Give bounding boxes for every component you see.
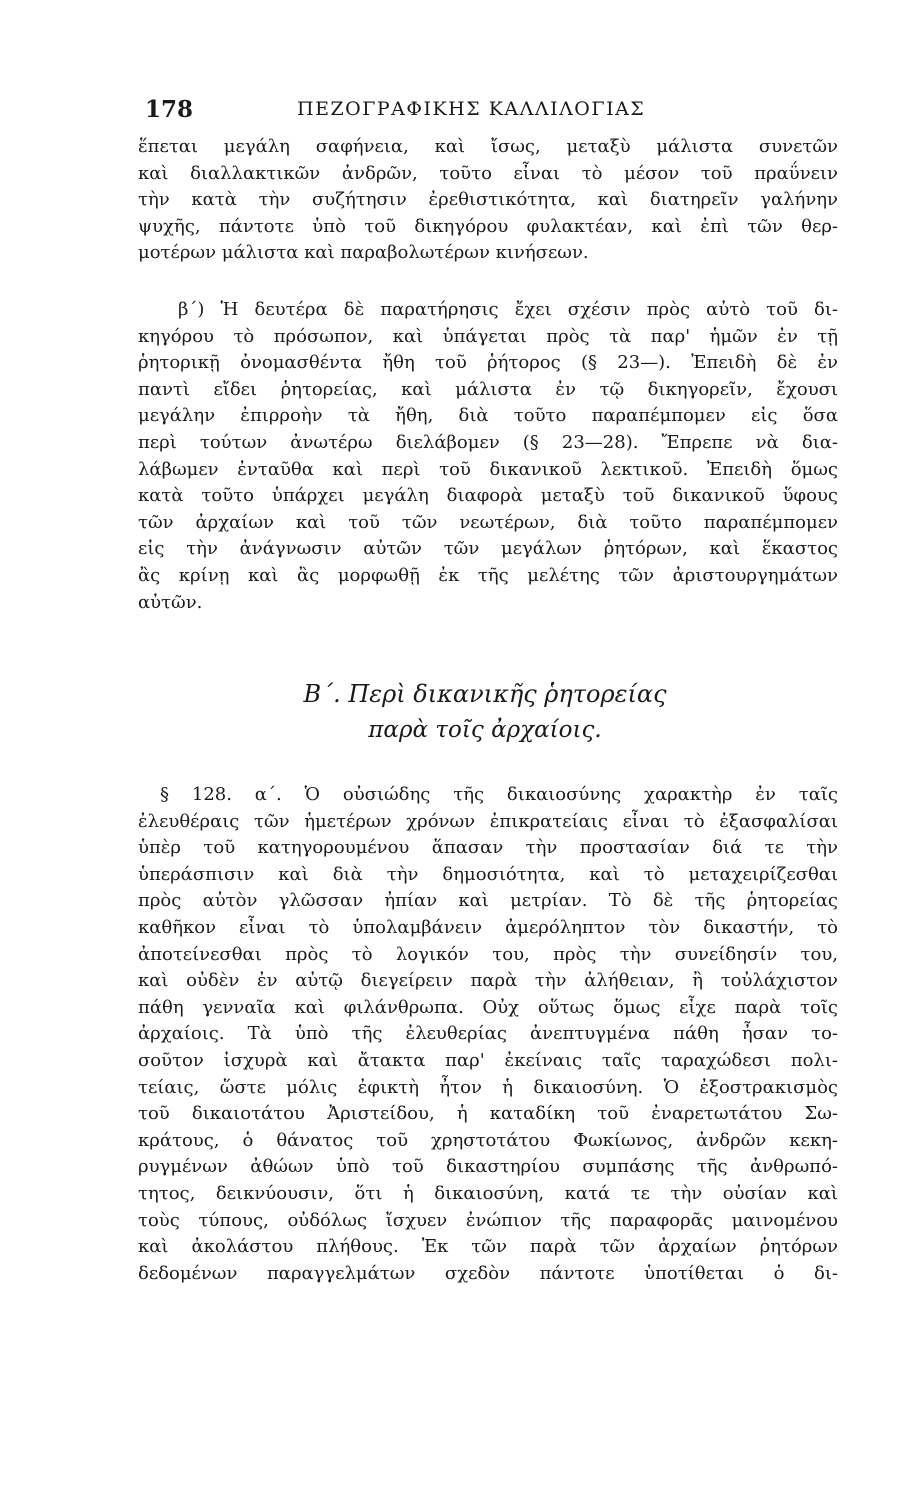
text-line: ἀρχαίοις. Τὰ ὑπὸ τῆς ἐλευθερίας ἀνεπτυγμένα πάθη ἦσαν το-: [138, 1023, 838, 1045]
text-line: ψυχῆς, πάντοτε ὑπὸ τοῦ δικηγόρου φυλακτέαν, καὶ ἐπὶ τῶν θερ-: [138, 215, 838, 237]
running-title: ΠΕΖΟΓΡΑΦΙΚΗΣ ΚΑΛΛΙΛΟΓΙΑΣ: [297, 98, 646, 120]
text-line: τοὺς τύπους, οὐδόλως ἴσχυεν ἐνώπιον τῆς παραφορᾶς μαινομένου: [138, 1209, 838, 1231]
text-line: τῶν ἀρχαίων καὶ τοῦ τῶν νεωτέρων, διὰ τοῦτο παραπέμπομεν: [138, 511, 838, 533]
text-line: παντὶ εἴδει ῥητορείας, καὶ μάλιστα ἐν τῷ δικηγορεῖν, ἔχουσι: [138, 378, 838, 400]
text-line: δεδομένων παραγγελμάτων σχεδὸν πάντοτε ὑποτίθεται ὁ δι-: [138, 1262, 838, 1284]
page-number: 178: [145, 96, 194, 123]
text-line: μοτέρων μάλιστα καὶ παραβολωτέρων κινήσεων.: [138, 242, 589, 264]
text-line: ῥητορικῇ ὀνομασθέντα ἤθη τοῦ ῥήτορος (§ 23—). Ἐπειδὴ δὲ ἐν: [138, 352, 838, 374]
text-line: ρυγμένων ἀθώων ὑπὸ τοῦ δικαστηρίου συμπάσης τῆς ἀνθρωπό-: [138, 1156, 838, 1178]
text-line: ἐλευθέραις τῶν ἡμετέρων χρόνων ἐπικρατείαις εἶναι τὸ ἐξασφαλίσαι: [138, 810, 838, 832]
text-line: τὴν κατὰ τὴν συζήτησιν ἐρεθιστικότητα, καὶ διατηρεῖν γαλήνην: [138, 189, 838, 211]
text-line: ἀποτείνεσθαι πρὸς τὸ λογικόν του, πρὸς τὴν συνείδησίν του,: [138, 943, 838, 965]
text-line: τοῦ δικαιοτάτου Ἀριστείδου, ἡ καταδίκη τοῦ ἐναρετωτάτου Σω-: [138, 1103, 838, 1125]
text-line: πρὸς αὐτὸν γλῶσσαν ἠπίαν καὶ μετρίαν. Τὸ δὲ τῆς ῥητορείας: [138, 890, 838, 912]
text-line: κατὰ τοῦτο ὑπάρχει μεγάλη διαφορὰ μεταξὺ τοῦ δικανικοῦ ὕφους: [138, 485, 838, 507]
text-line: καθῆκον εἶναι τὸ ὑπολαμβάνειν ἀμερόληπτον τὸν δικαστήν, τὸ: [138, 916, 838, 938]
section-heading-line: Β΄. Περὶ δικανικῆς ῥητορείας: [303, 680, 667, 708]
text-line: κράτους, ὁ θάνατος τοῦ χρηστοτάτου Φωκίωνος, ἀνδρῶν κεκη-: [138, 1129, 838, 1151]
running-head: [145, 96, 785, 126]
text-line: πάθη γενναῖα καὶ φιλάνθρωπα. Οὐχ οὕτως ὅμως εἶχε παρὰ τοῖς: [138, 996, 838, 1018]
text-line: περὶ τούτων ἀνωτέρω διελάβομεν (§ 23—28). Ἔπρεπε νὰ δια-: [138, 431, 838, 453]
section-heading-line: παρὰ τοῖς ἀρχαίοις.: [368, 717, 602, 743]
text-line: β΄) Ἡ δευτέρα δὲ παρατήρησις ἔχει σχέσιν πρὸς αὐτὸ τοῦ δι-: [178, 299, 838, 320]
text-line: σοῦτον ἰσχυρὰ καὶ ἄτακτα παρ' ἐκείναις ταῖς ταραχώδεσι πολι-: [138, 1049, 838, 1071]
section-heading: [140, 676, 830, 748]
text-line: καὶ ἀκολάστου πλήθους. Ἐκ τῶν παρὰ τῶν ἀρχαίων ῥητόρων: [138, 1236, 838, 1258]
text-line: § 128. α΄. Ὁ οὐσιώδης τῆς δικαιοσύνης χαρακτὴρ ἐν ταῖς: [160, 784, 838, 805]
paragraph-beta: [138, 297, 838, 616]
text-line: λάβωμεν ἐνταῦθα καὶ περὶ τοῦ δικανικοῦ λεκτικοῦ. Ἐπειδὴ ὅμως: [138, 458, 838, 480]
paragraph-128: [138, 782, 838, 1287]
text-line: μεγάλην ἐπιρροὴν τὰ ἤθη, διὰ τοῦτο παραπέμπομεν εἰς ὅσα: [138, 405, 838, 427]
text-line: τείαις, ὥστε μόλις ἐφικτὴ ἦτον ἡ δικαιοσύνη. Ὁ ἐξοστρακισμὸς: [138, 1076, 838, 1098]
text-line: ἕπεται μεγάλη σαφήνεια, καὶ ἴσως, μεταξὺ μάλιστα συνετῶν: [138, 136, 838, 157]
text-line: καὶ οὐδὲν ἐν αὐτῷ διεγείρειν παρὰ τὴν ἀλήθειαν, ἢ τοὐλάχιστον: [138, 970, 838, 992]
paragraph-continued: [138, 134, 838, 267]
text-line: ἂς κρίνῃ καὶ ἂς μορφωθῇ ἐκ τῆς μελέτης τῶν ἀριστουργημάτων: [138, 564, 838, 586]
text-line: εἰς τὴν ἀνάγνωσιν αὐτῶν τῶν μεγάλων ῥητόρων, καὶ ἕκαστος: [138, 538, 838, 560]
text-line: ὑπεράσπισιν καὶ διὰ τὴν δημοσιότητα, καὶ τὸ μεταχειρίζεσθαι: [138, 863, 838, 885]
text-line: ὑπὲρ τοῦ κατηγορουμένου ἅπασαν τὴν προστασίαν διά τε τὴν: [138, 837, 838, 859]
text-line: καὶ διαλλακτικῶν ἀνδρῶν, τοῦτο εἶναι τὸ μέσον τοῦ πραΰνειν: [138, 162, 838, 184]
text-line: αὐτῶν.: [138, 591, 203, 613]
text-line: κηγόρου τὸ πρόσωπον, καὶ ὑπάγεται πρὸς τὰ παρ' ἡμῶν ἐν τῇ: [138, 325, 838, 347]
text-line: τητος, δεικνύουσιν, ὅτι ἡ δικαιοσύνη, κατά τε τὴν οὐσίαν καὶ: [138, 1182, 838, 1204]
